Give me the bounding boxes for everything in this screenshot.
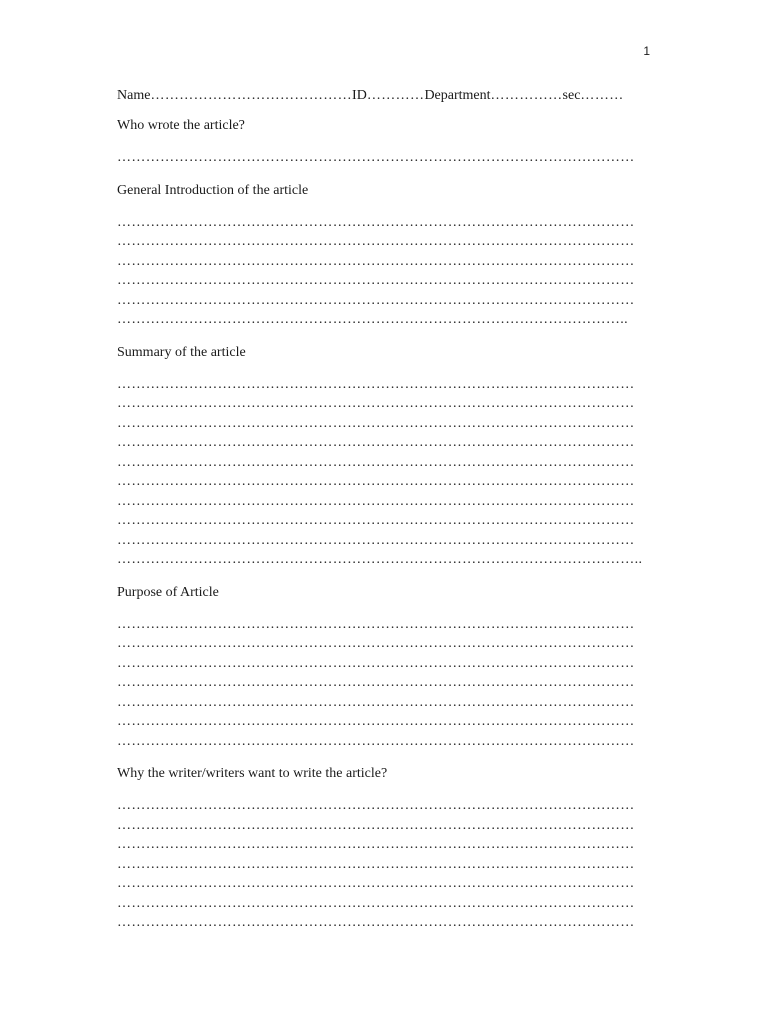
sec-blank[interactable]: ……… xyxy=(580,88,624,103)
answer-area-purpose xyxy=(117,615,657,752)
page-number: 1 xyxy=(643,44,650,58)
answer-line[interactable]: ……………………………………………………………………………………………… xyxy=(117,817,635,833)
answer-line[interactable]: ……………………………………………………………………………………………… xyxy=(117,474,635,489)
answer-line[interactable]: …………………………………………………………………………………………….. xyxy=(117,312,629,327)
answer-area-author xyxy=(117,148,657,168)
answer-line[interactable]: ……………………………………………………………………………………………… xyxy=(117,895,635,911)
question-purpose: Purpose of Article xyxy=(117,584,219,600)
answer-line[interactable]: ……………………………………………………………………………………………… xyxy=(117,513,635,528)
question-general-introduction: General Introduction of the article xyxy=(117,182,309,198)
student-info-line xyxy=(117,86,657,106)
answer-line[interactable]: ……………………………………………………………………………………………… xyxy=(117,798,635,813)
answer-line[interactable]: ……………………………………………………………………………………………… xyxy=(117,234,635,249)
answer-area-summary xyxy=(117,375,657,570)
name-blank[interactable]: …………………………………… xyxy=(150,88,353,103)
id-blank[interactable]: ………… xyxy=(366,88,425,103)
answer-line[interactable]: ……………………………………………………………………………………………… xyxy=(117,876,635,891)
answer-line[interactable]: ……………………………………………………………………………………………… xyxy=(117,636,635,651)
answer-line[interactable]: ……………………………………………………………………………………………… xyxy=(117,915,635,930)
answer-line[interactable]: ……………………………………………………………………………………………… xyxy=(117,454,635,470)
question-summary: Summary of the article xyxy=(117,344,246,360)
answer-line[interactable]: ……………………………………………………………………………………………… xyxy=(117,856,635,872)
answer-line[interactable]: ……………………………………………………………………………………………… xyxy=(117,253,635,269)
answer-line[interactable]: ……………………………………………………………………………………………… xyxy=(117,733,635,749)
question-sections xyxy=(117,116,657,933)
answer-line[interactable]: ……………………………………………………………………………………………….. xyxy=(117,552,643,567)
answer-line[interactable]: ……………………………………………………………………………………………… xyxy=(117,675,635,690)
answer-line[interactable]: ……………………………………………………………………………………………… xyxy=(117,616,635,632)
question-writer-motivation: Why the writer/writers want to write the article? xyxy=(117,766,388,781)
id-label: ID xyxy=(352,88,367,103)
question-author: Who wrote the article? xyxy=(117,118,245,133)
answer-line[interactable]: ……………………………………………………………………………………………… xyxy=(117,292,635,308)
department-label: Department xyxy=(424,88,491,103)
answer-line[interactable]: ……………………………………………………………………………………………… xyxy=(117,493,635,509)
answer-line[interactable]: ……………………………………………………………………………………………… xyxy=(117,714,635,729)
answer-line[interactable]: ……………………………………………………………………………………………… xyxy=(117,435,635,450)
answer-line[interactable]: ……………………………………………………………………………………………… xyxy=(117,273,635,288)
answer-line[interactable]: ……………………………………………………………………………………………… xyxy=(117,396,635,411)
answer-line[interactable]: ……………………………………………………………………………………………… xyxy=(117,214,635,230)
answer-line[interactable]: ……………………………………………………………………………………………… xyxy=(117,655,635,671)
answer-line[interactable]: ……………………………………………………………………………………………… xyxy=(117,694,635,710)
answer-line[interactable]: ……………………………………………………………………………………………… xyxy=(117,415,635,431)
answer-line[interactable]: ……………………………………………………………………………………………… xyxy=(117,837,635,852)
sec-label: sec xyxy=(562,88,581,103)
department-blank[interactable]: …………… xyxy=(490,88,563,103)
answer-area-writer-motivation xyxy=(117,796,657,933)
worksheet-content xyxy=(117,86,657,946)
answer-line[interactable]: ……………………………………………………………………………………………… xyxy=(117,150,635,165)
answer-line[interactable]: ……………………………………………………………………………………………… xyxy=(117,376,635,392)
name-label: Name xyxy=(117,88,151,103)
answer-line[interactable]: ……………………………………………………………………………………………… xyxy=(117,532,635,548)
answer-area-general-introduction xyxy=(117,213,657,330)
